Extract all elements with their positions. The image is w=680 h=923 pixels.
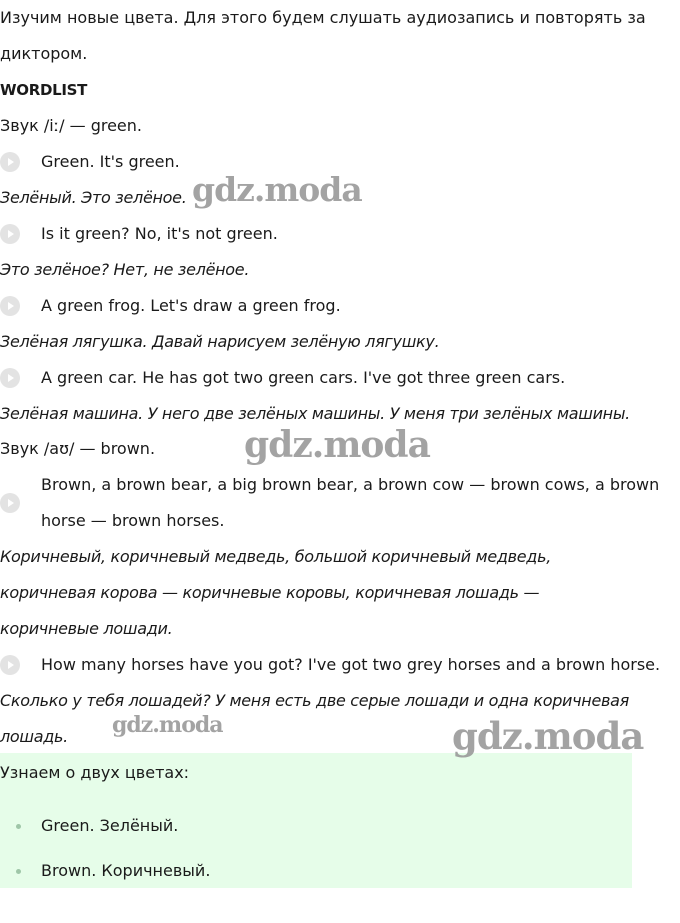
- play-icon[interactable]: [0, 224, 20, 244]
- audio-row-1: [0, 152, 20, 172]
- play-icon[interactable]: [0, 296, 20, 316]
- summary-item-text: Brown. Коричневый.: [41, 861, 211, 880]
- translation-5-line-1: Коричневый, коричневый медведь, большой коричневый медведь,: [0, 547, 551, 566]
- audio-row-5: [0, 493, 20, 513]
- bullet-icon: [16, 869, 21, 874]
- phrase-6: How many horses have you got? I've got two grey horses and a brown horse.: [41, 655, 661, 674]
- watermark: gdz.moda: [112, 712, 223, 738]
- summary-item-text: Green. Зелёный.: [41, 816, 179, 835]
- phrase-5-line-2: horse — brown horses.: [41, 511, 225, 530]
- audio-row-6: [0, 655, 20, 675]
- play-icon[interactable]: [0, 152, 20, 172]
- brown-sound-label: Звук /aʊ/ — brown.: [0, 439, 156, 458]
- green-sound-label: Звук /iː/ — green.: [0, 116, 142, 135]
- audio-row-2: [0, 224, 20, 244]
- translation-4: Зелёная машина. У него две зелёных машины. У меня три зелёных машины.: [0, 404, 630, 423]
- wordlist-heading: WORDLIST: [0, 81, 88, 99]
- summary-box: [0, 753, 632, 888]
- translation-6-line-1: Сколько у тебя лошадей? У меня есть две серые лошади и одна коричневая: [0, 691, 629, 710]
- play-icon[interactable]: [0, 655, 20, 675]
- audio-row-3: [0, 296, 20, 316]
- phrase-5-line-1: Brown, a brown bear, a big brown bear, a brown cow — brown cows, a brown: [41, 475, 660, 494]
- audio-row-4: [0, 368, 20, 388]
- phrase-2: Is it green? No, it's not green.: [41, 224, 278, 243]
- translation-1: Зелёный. Это зелёное.: [0, 188, 187, 207]
- intro-line-1: Изучим новые цвета. Для этого будем слушать аудиозапись и повторять за: [0, 8, 646, 27]
- phrase-1: Green. It's green.: [41, 152, 180, 171]
- watermark: gdz.moda: [244, 424, 430, 466]
- summary-title: Узнаем о двух цветах:: [0, 763, 190, 782]
- translation-3: Зелёная лягушка. Давай нарисуем зелёную лягушку.: [0, 332, 440, 351]
- play-icon[interactable]: [0, 368, 20, 388]
- watermark: gdz.moda: [192, 170, 362, 209]
- translation-2: Это зелёное? Нет, не зелёное.: [0, 260, 250, 279]
- translation-5-line-2: коричневая корова — коричневые коровы, коричневая лошадь —: [0, 583, 540, 602]
- translation-6-line-2: лошадь.: [0, 727, 68, 746]
- translation-5-line-3: коричневые лошади.: [0, 619, 173, 638]
- phrase-3: A green frog. Let's draw a green frog.: [41, 296, 341, 315]
- bullet-icon: [16, 824, 21, 829]
- intro-line-2: диктором.: [0, 44, 88, 63]
- phrase-4: A green car. He has got two green cars. I've got three green cars.: [41, 368, 566, 387]
- play-icon[interactable]: [0, 493, 20, 513]
- watermark: gdz.moda: [452, 714, 644, 758]
